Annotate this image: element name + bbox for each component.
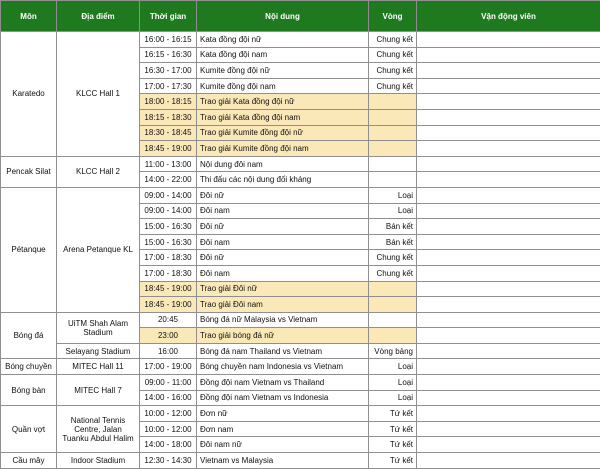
event-time: 18:30 - 18:45	[140, 125, 197, 141]
venue-name: MITEC Hall 7	[57, 375, 140, 406]
event-content: Trao giải Kumite đồng đội nữ	[197, 125, 369, 141]
event-content: Trao giải bóng đá nữ	[197, 328, 369, 344]
athletes-cell	[417, 453, 600, 469]
event-time: 23:00	[140, 328, 197, 344]
athletes-cell	[417, 125, 600, 141]
event-content: Đơn nam	[197, 421, 369, 437]
event-content: Kumite đồng đội nữ	[197, 63, 369, 79]
event-round: Tứ kết	[369, 421, 417, 437]
event-time: 18:15 - 18:30	[140, 109, 197, 125]
event-time: 10:00 - 12:00	[140, 406, 197, 422]
athletes-cell	[417, 63, 600, 79]
table-row	[1, 406, 600, 422]
event-time: 16:00	[140, 343, 197, 359]
event-round: Tứ kết	[369, 437, 417, 453]
header-row	[1, 1, 600, 32]
event-round: Tứ kết	[369, 453, 417, 469]
event-time: 14:00 - 18:00	[140, 437, 197, 453]
event-content: Kata đồng đội nam	[197, 47, 369, 63]
event-time: 09:00 - 14:00	[140, 203, 197, 219]
event-round	[369, 312, 417, 328]
event-round: Vòng bảng	[369, 343, 417, 359]
athletes-cell	[417, 297, 600, 313]
sport-name: Bóng chuyền	[1, 359, 57, 375]
venue-name: Arena Petanque KL	[57, 187, 140, 312]
event-content: Đôi nữ	[197, 187, 369, 203]
sport-name: Karatedo	[1, 32, 57, 157]
athletes-cell	[417, 203, 600, 219]
event-time: 18:45 - 19:00	[140, 141, 197, 157]
event-round: Chung kết	[369, 78, 417, 94]
table-row	[1, 359, 600, 375]
event-content: Bóng chuyền nam Indonesia vs Vietnam	[197, 359, 369, 375]
event-time: 17:00 - 18:30	[140, 250, 197, 266]
venue-name: KLCC Hall 1	[57, 32, 140, 157]
athletes-cell	[417, 141, 600, 157]
event-round: Loại	[369, 375, 417, 391]
athletes-cell	[417, 437, 600, 453]
event-content: Vietnam vs Malaysia	[197, 453, 369, 469]
venue-name: UiTM Shah Alam Stadium	[57, 312, 140, 343]
sport-name: Bóng đá	[1, 312, 57, 359]
event-content: Đơn nữ	[197, 406, 369, 422]
event-content: Kata đồng đội nữ	[197, 32, 369, 48]
venue-name: National Tennis Centre, Jalan Tuanku Abdul Halim	[57, 406, 140, 453]
venue-name: Selayang Stadium	[57, 343, 140, 359]
event-round: Loại	[369, 203, 417, 219]
event-content: Đôi nam nữ	[197, 437, 369, 453]
event-content: Đôi nam	[197, 265, 369, 281]
event-content: Đôi nam	[197, 234, 369, 250]
event-time: 16:30 - 17:00	[140, 63, 197, 79]
athletes-cell	[417, 390, 600, 406]
venue-name: Indoor Stadium	[57, 453, 140, 469]
event-time: 10:00 - 12:00	[140, 421, 197, 437]
event-content: Trao giải Kumite đồng đội nam	[197, 141, 369, 157]
athletes-cell	[417, 78, 600, 94]
athletes-cell	[417, 172, 600, 188]
event-content: Kumite đồng đội nam	[197, 78, 369, 94]
event-time: 15:00 - 16:30	[140, 234, 197, 250]
athletes-cell	[417, 343, 600, 359]
header-van-dong-vien: Vận động viên	[417, 1, 600, 32]
event-time: 18:45 - 19:00	[140, 281, 197, 297]
header-thoi-gian: Thời gian	[140, 1, 197, 32]
sport-name: Cầu mây	[1, 453, 57, 469]
athletes-cell	[417, 250, 600, 266]
event-round	[369, 109, 417, 125]
event-round	[369, 328, 417, 344]
event-time: 16:15 - 16:30	[140, 47, 197, 63]
athletes-cell	[417, 234, 600, 250]
table-row	[1, 453, 600, 469]
venue-name: KLCC Hall 2	[57, 156, 140, 187]
event-time: 17:00 - 19:00	[140, 359, 197, 375]
athletes-cell	[417, 375, 600, 391]
athletes-cell	[417, 359, 600, 375]
event-round: Tứ kết	[369, 406, 417, 422]
event-time: 09:00 - 14:00	[140, 187, 197, 203]
table-row	[1, 343, 600, 359]
event-round: Chung kết	[369, 250, 417, 266]
athletes-cell	[417, 187, 600, 203]
table-row	[1, 375, 600, 391]
event-round: Chung kết	[369, 32, 417, 48]
athletes-cell	[417, 32, 600, 48]
athletes-cell	[417, 156, 600, 172]
sport-name: Quần vợt	[1, 406, 57, 453]
event-round: Loại	[369, 187, 417, 203]
event-round	[369, 172, 417, 188]
event-time: 09:00 - 11:00	[140, 375, 197, 391]
table-row	[1, 187, 600, 203]
event-content: Nội dung đôi nam	[197, 156, 369, 172]
event-time: 16:00 - 16:15	[140, 32, 197, 48]
athletes-cell	[417, 94, 600, 110]
athletes-cell	[417, 281, 600, 297]
event-time: 18:00 - 18:15	[140, 94, 197, 110]
athletes-cell	[417, 312, 600, 328]
event-content: Trao giải Đôi nam	[197, 297, 369, 313]
event-content: Đôi nam	[197, 203, 369, 219]
event-round	[369, 141, 417, 157]
event-round	[369, 94, 417, 110]
event-time: 14:00 - 16:00	[140, 390, 197, 406]
event-round: Chung kết	[369, 47, 417, 63]
event-round	[369, 125, 417, 141]
event-round	[369, 297, 417, 313]
event-time: 14:00 - 22:00	[140, 172, 197, 188]
event-time: 17:00 - 18:30	[140, 265, 197, 281]
event-round: Bán kết	[369, 219, 417, 235]
event-round	[369, 156, 417, 172]
event-content: Đôi nữ	[197, 219, 369, 235]
athletes-cell	[417, 328, 600, 344]
event-content: Đồng đội nam Vietnam vs Thailand	[197, 375, 369, 391]
sport-name: Pencak Silat	[1, 156, 57, 187]
event-content: Trao giải Đôi nữ	[197, 281, 369, 297]
event-round: Chung kết	[369, 63, 417, 79]
event-round: Bán kết	[369, 234, 417, 250]
athletes-cell	[417, 219, 600, 235]
sport-name: Bóng bàn	[1, 375, 57, 406]
event-content: Bóng đá nữ Malaysia vs Vietnam	[197, 312, 369, 328]
event-time: 11:00 - 13:00	[140, 156, 197, 172]
header-mon: Môn	[1, 1, 57, 32]
event-round	[369, 281, 417, 297]
event-time: 12:30 - 14:30	[140, 453, 197, 469]
event-content: Đôi nữ	[197, 250, 369, 266]
athletes-cell	[417, 421, 600, 437]
event-content: Trao giải Kata đồng đội nam	[197, 109, 369, 125]
athletes-cell	[417, 406, 600, 422]
event-round: Loại	[369, 359, 417, 375]
event-content: Bóng đá nam Thailand vs Vietnam	[197, 343, 369, 359]
header-noi-dung: Nội dung	[197, 1, 369, 32]
event-time: 18:45 - 19:00	[140, 297, 197, 313]
event-time: 20:45	[140, 312, 197, 328]
athletes-cell	[417, 265, 600, 281]
event-content: Thi đấu các nội dung đối kháng	[197, 172, 369, 188]
header-dia-diem: Địa điểm	[57, 1, 140, 32]
header-vong: Vòng	[369, 1, 417, 32]
event-time: 17:00 - 17:30	[140, 78, 197, 94]
event-round: Chung kết	[369, 265, 417, 281]
event-content: Trao giải Kata đồng đội nữ	[197, 94, 369, 110]
athletes-cell	[417, 109, 600, 125]
athletes-cell	[417, 47, 600, 63]
venue-name: MITEC Hall 11	[57, 359, 140, 375]
table-row	[1, 156, 600, 172]
schedule-body	[1, 32, 600, 469]
table-row	[1, 312, 600, 328]
event-round: Loại	[369, 390, 417, 406]
event-content: Đồng đội nam Vietnam vs Indonesia	[197, 390, 369, 406]
table-row	[1, 32, 600, 48]
event-time: 15:00 - 16:30	[140, 219, 197, 235]
sport-name: Pétanque	[1, 187, 57, 312]
